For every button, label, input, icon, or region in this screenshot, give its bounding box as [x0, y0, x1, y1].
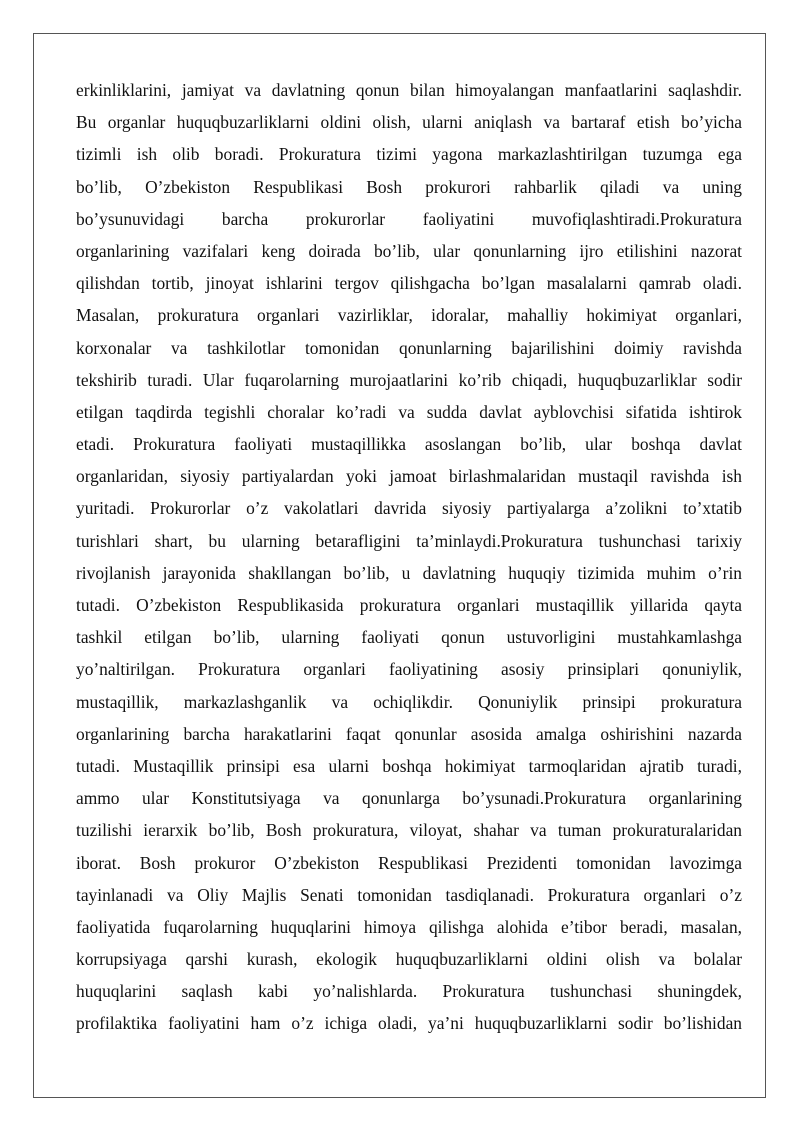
text-line: tizimli ish olib boradi. Prokuratura tizimi yagona markazlashtirilgan tuzumga ega [76, 144, 742, 165]
text-line: Bu organlar huquqbuzarliklarni oldini olish, ularni aniqlash va bartaraf etish bo’yicha [76, 112, 742, 133]
text-line: huquqlarini saqlash kabi yo’nalishlarda. Prokuratura tushunchasi shuningdek, [76, 981, 742, 1002]
text-line: organlarining barcha harakatlarini faqat qonunlar asosida amalga oshirishini nazarda [76, 723, 742, 744]
text-line: rivojlanish jarayonida shakllangan bo’lib, u davlatning huquqiy tizimida muhim o’rin [76, 562, 742, 583]
text-line: erkinliklarini, jamiyat va davlatning qonun bilan himoyalangan manfaatlarini saqlashdir. [76, 80, 742, 100]
text-line: bo’lib, O’zbekiston Respublikasi Bosh prokurori rahbarlik qiladi va uning [76, 176, 742, 197]
text-line: tutadi. Mustaqillik prinsipi esa ularni boshqa hokimiyat tarmoqlaridan ajratib turadi, [76, 755, 742, 776]
body-text [76, 74, 742, 1040]
text-line: yo’naltirilgan. Prokuratura organlari faoliyatining asosiy prinsiplari qonuniylik, [76, 659, 742, 680]
text-line: tekshirib turadi. Ular fuqarolarning murojaatlarini ko’rib chiqadi, huquqbuzarliklar sodir [76, 369, 742, 390]
text-line: Masalan, prokuratura organlari vazirliklar, idoralar, mahalliy hokimiyat organlari, [76, 305, 742, 326]
text-line: yuritadi. Prokurorlar o’z vakolatlari davrida siyosiy partiyalarga a’zolikni to’xtatib [76, 498, 742, 519]
text-line: tayinlanadi va Oliy Majlis Senati tomonidan tasdiqlanadi. Prokuratura organlari o’z [76, 884, 742, 905]
text-line: etadi. Prokuratura faoliyati mustaqillikka asoslangan bo’lib, ular boshqa davlat [76, 434, 742, 455]
text-line: organlarining vazifalari keng doirada bo’lib, ular qonunlarning ijro etilishini nazorat [76, 240, 742, 261]
text-line: korrupsiyaga qarshi kurash, ekologik huquqbuzarliklarni oldini olish va bolalar [76, 949, 742, 970]
text-line: etilgan taqdirda tegishli choralar ko’radi va sudda davlat ayblovchisi sifatida ishtirok [76, 401, 742, 422]
text-line: korxonalar va tashkilotlar tomonidan qonunlarning bajarilishini doimiy ravishda [76, 337, 742, 358]
text-line: organlaridan, siyosiy partiyalardan yoki jamoat birlashmalaridan mustaqil ravishda ish [76, 466, 742, 487]
text-line: qilishdan tortib, jinoyat ishlarini tergov qilishgacha bo’lgan masalalarni qamrab oladi. [76, 273, 742, 294]
text-line: turishlari shart, bu ularning betarafligini ta’minlaydi.Prokuratura tushunchasi tarixiy [76, 530, 742, 551]
text-line: mustaqillik, markazlashganlik va ochiqlikdir. Qonuniylik prinsipi prokuratura [76, 691, 742, 712]
text-line: ammo ular Konstitutsiyaga va qonunlarga bo’ysunadi.Prokuratura organlarining [76, 788, 742, 809]
text-line: tutadi. O’zbekiston Respublikasida prokuratura organlari mustaqillik yillarida qayta [76, 595, 742, 615]
text-line: profilaktika faoliyatini ham o’z ichiga oladi, ya’ni huquqbuzarliklarni sodir bo’lishidan [76, 1013, 742, 1034]
text-line: faoliyatida fuqarolarning huquqlarini himoya qilishga alohida e’tibor beradi, masalan, [76, 916, 742, 937]
text-line: iborat. Bosh prokuror O’zbekiston Respublikasi Prezidenti tomonidan lavozimga [76, 852, 742, 873]
text-line: bo’ysunuvidagi barcha prokurorlar faoliyatini muvofiqlashtiradi.Prokuratura [76, 208, 742, 229]
text-line: tashkil etilgan bo’lib, ularning faoliyati qonun ustuvorligini mustahkamlashga [76, 627, 742, 648]
text-line: tuzilishi ierarxik bo’lib, Bosh prokuratura, viloyat, shahar va tuman prokuraturalaridan [76, 820, 742, 841]
